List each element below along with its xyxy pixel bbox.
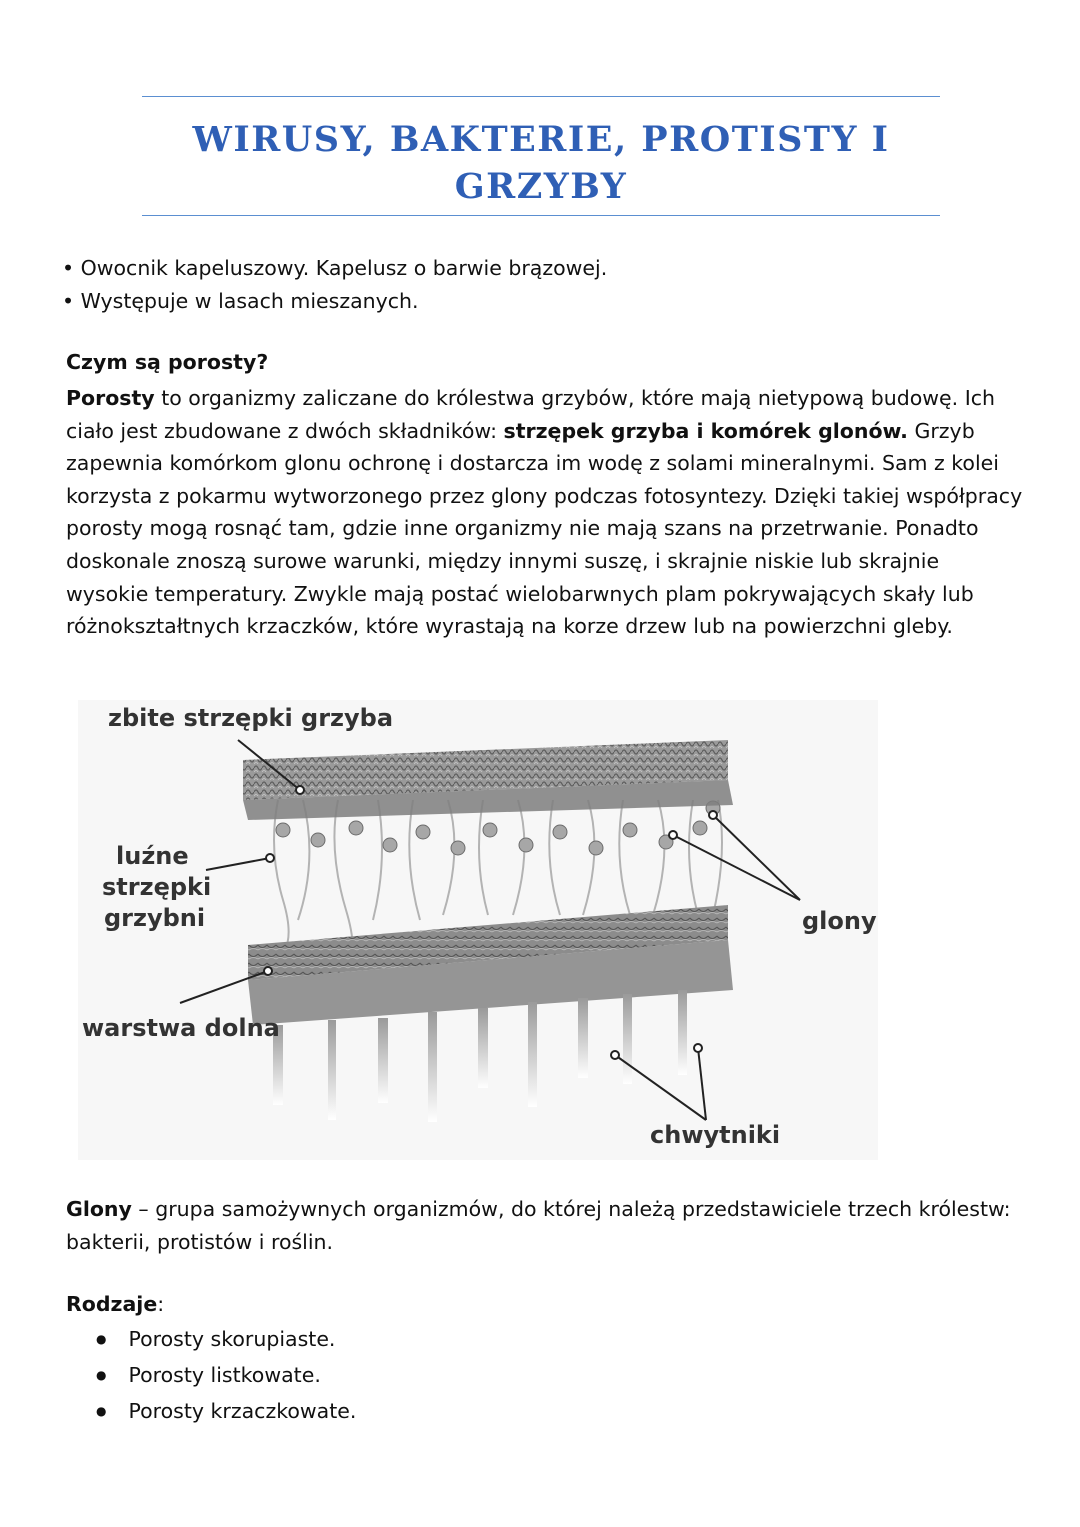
lichen-text-1: to organizmy zaliczane do królestwa grzybów, które mają nietypową budowę. Ich ciało jest zbudowane z dwóch składników: xyxy=(66,386,996,443)
list-item xyxy=(96,1395,356,1431)
algae-text: – grupa samożywnych organizmów, do której należą przedstawiciele trzech królestw: bakterii, protistów i roślin. xyxy=(66,1197,1011,1254)
lichen-structure-figure xyxy=(78,700,878,1160)
types-heading xyxy=(66,1292,164,1316)
lichen-description xyxy=(66,382,1026,643)
label-compact-hyphae: zbite strzępki grzyba xyxy=(108,704,394,732)
list-item-text: Porosty skorupiaste. xyxy=(128,1327,336,1351)
label-rhizines: chwytniki xyxy=(650,1121,781,1149)
lichen-types-list xyxy=(96,1323,356,1431)
list-item xyxy=(96,1323,356,1359)
page-title xyxy=(142,116,940,210)
intro-bullet: • Występuje w lasach mieszanych. xyxy=(62,285,607,318)
lichen-text-2: Grzyb zapewnia komórkom glonu ochronę i dostarcza im wodę z solami mineralnymi. Sam z kolei korzysta z pokarmu wytworzonego przez glony podczas fotosyntezy. Dzięki takiej współpracy porosty mogą rosnąć tam, gdzie inne organizmy nie mają szans na przetrwanie. Ponadto doskonale znoszą surowe warunki, między innymi suszę, i skrajnie niskie lub skrajnie wysokie temperatury. Zwykle mają postać wielobarwnych plam pokrywających skały lub różnokształtnych krzaczków, które wyrastają na korze drzew lub na powierzchni gleby. xyxy=(66,418,1023,639)
page-title-line-1: WIRUSY, BAKTERIE, PROTISTY I xyxy=(192,119,890,160)
list-item xyxy=(96,1359,356,1395)
algae-term: Glony xyxy=(66,1197,132,1221)
label-bottom-layer: warstwa dolna xyxy=(82,1014,280,1042)
label-algae: glony xyxy=(802,907,877,935)
types-heading-colon: : xyxy=(157,1292,165,1316)
intro-bullet-list xyxy=(62,252,607,318)
intro-bullet: • Owocnik kapeluszowy. Kapelusz o barwie brązowej. xyxy=(62,252,607,285)
algae-definition xyxy=(66,1193,1026,1259)
lichen-diagram xyxy=(78,700,878,1160)
lichen-components: strzępek grzyba i komórek glonów. xyxy=(503,418,908,443)
list-item-text: Porosty listkowate. xyxy=(128,1363,321,1387)
label-loose-hyphae-3: grzybni xyxy=(104,904,206,932)
label-loose-hyphae-1: luźne xyxy=(116,842,189,870)
label-loose-hyphae-2: strzępki xyxy=(102,873,212,901)
lichen-term: Porosty xyxy=(66,386,155,410)
section-heading: Czym są porosty? xyxy=(66,350,269,374)
types-heading-label: Rodzaje xyxy=(66,1292,158,1316)
title-rule-bottom xyxy=(142,215,940,216)
page-title-line-2: GRZYBY xyxy=(454,166,628,207)
title-rule-top xyxy=(142,96,940,97)
list-item-text: Porosty krzaczkowate. xyxy=(128,1399,357,1423)
